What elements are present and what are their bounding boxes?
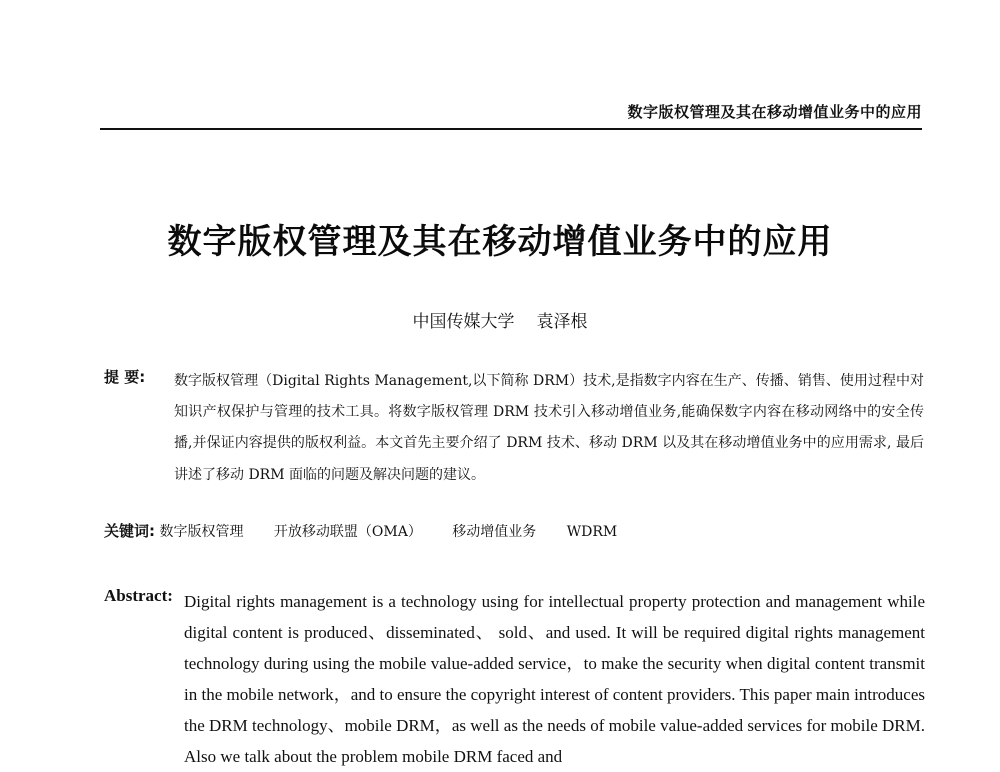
paper-title: 数字版权管理及其在移动增值业务中的应用 bbox=[167, 222, 833, 262]
english-abstract-label: Abstract: bbox=[104, 586, 173, 605]
keyword-item: 移动增值业务 bbox=[452, 524, 537, 540]
keywords bbox=[104, 520, 924, 541]
running-header: 数字版权管理及其在移动增值业务中的应用 bbox=[627, 103, 922, 121]
keyword-item: 开放移动联盟（OMA） bbox=[273, 524, 422, 540]
author-line bbox=[0, 307, 1000, 332]
keyword-item: 数字版权管理 bbox=[159, 524, 244, 540]
chinese-abstract-label: 提 要: bbox=[104, 368, 146, 386]
english-abstract-text: Digital rights management is a technology using for intellectual property protection and management while digital content is produced、disseminated、 sold、and used. It will be required digital rights management technology during using the mobile value-added service，to make the security when digital content transmit in the mobile network，and to ensure the copyright interest of content providers. This paper main introduces the DRM technology、mobile DRM，as well as the needs of mobile value-added services for mobile DRM. Also we talk about the problem mobile DRM faced and bbox=[184, 592, 925, 766]
author-name: 袁泽根 bbox=[536, 312, 588, 332]
author-affiliation: 中国传媒大学 bbox=[412, 312, 515, 332]
keyword-item: WDRM bbox=[566, 524, 618, 540]
keywords-label: 关键词: bbox=[104, 522, 155, 540]
chinese-abstract-text: 数字版权管理（Digital Rights Management,以下简称 DRM）技术,是指数字内容在生产、传播、销售、使用过程中对知识产权保护与管理的技术工具。将数字版权管理 DRM 技术引入移动增值业务,能确保数字内容在移动网络中的安全传播,并保证内容提供的版权利益。本文首先主要介绍了 DRM 技术、移动 DRM 以及其在移动增值业务中的应用需求, 最后讲述了移动 DRM 面临的问题及解决问题的建议。 bbox=[174, 373, 924, 483]
header-rule bbox=[100, 128, 922, 130]
